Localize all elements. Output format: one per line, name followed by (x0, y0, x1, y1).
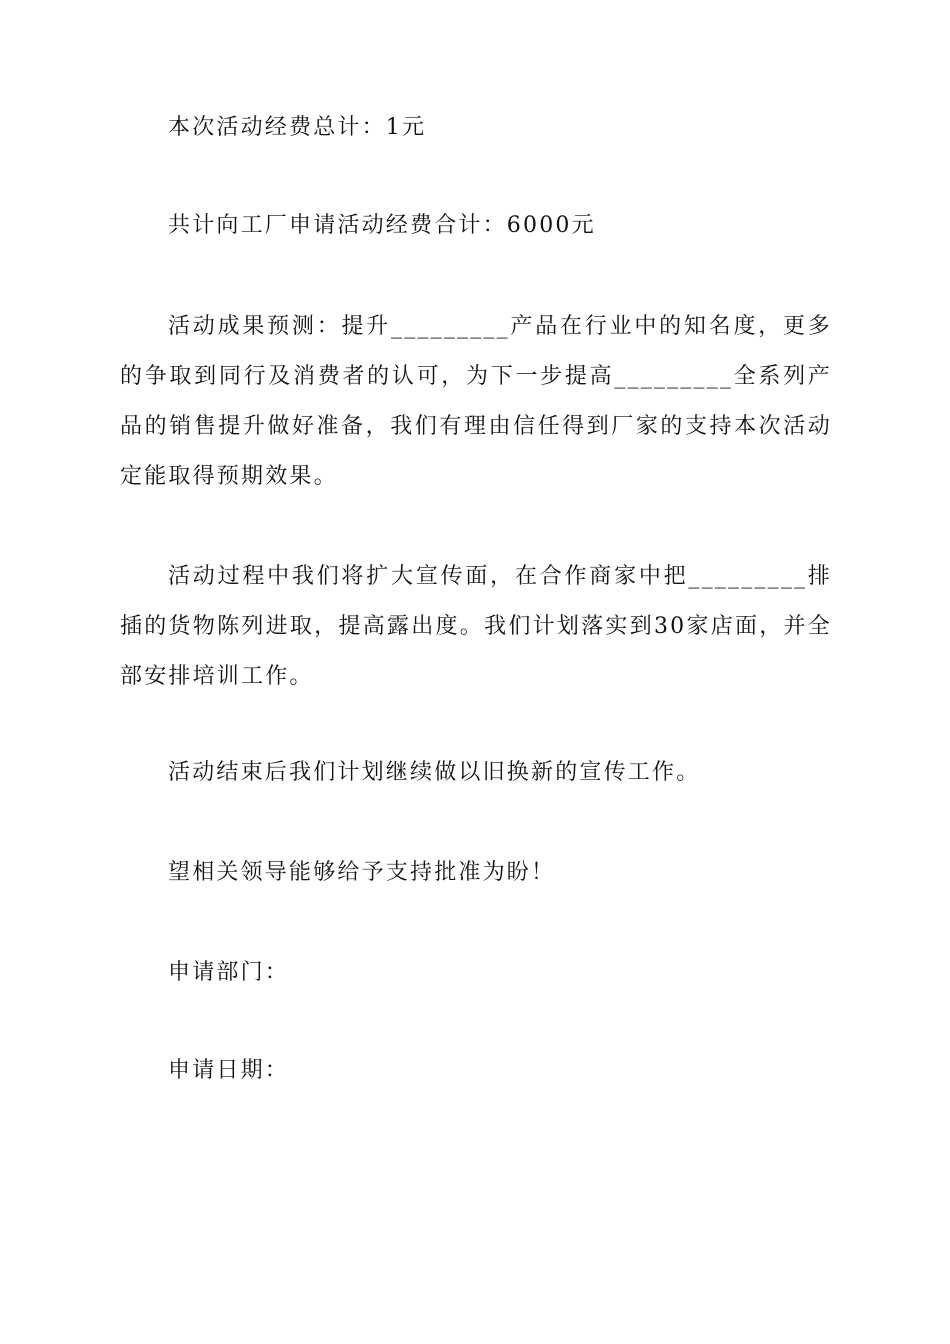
post-activity-paragraph: 活动结束后我们计划继续做以旧换新的宣传工作。 (168, 760, 701, 785)
total-expense-paragraph: 本次活动经费总计：1元 (168, 115, 427, 140)
application-date-label: 申请日期： (168, 1058, 290, 1083)
requested-funds-paragraph: 共计向工厂申请活动经费合计：6000元 (168, 213, 596, 238)
applicant-department-label: 申请部门： (168, 960, 290, 985)
activity-process-paragraph: 活动过程中我们将扩大宣传面，在合作商家中把_________排插的货物陈列进取，提高露出度。我们计划落实到30家店面，并全部安排培训工作。 (120, 564, 832, 689)
approval-request-paragraph: 望相关领导能够给予支持批准为盼！ (168, 860, 556, 885)
expected-results-paragraph: 活动成果预测：提升_________产品在行业中的知名度，更多的争取到同行及消费者的认可，为下一步提高_________全系列产品的销售提升做好准备，我们有理由信任得到厂家的支持本次活动定能取得预期效果。 (120, 314, 832, 489)
